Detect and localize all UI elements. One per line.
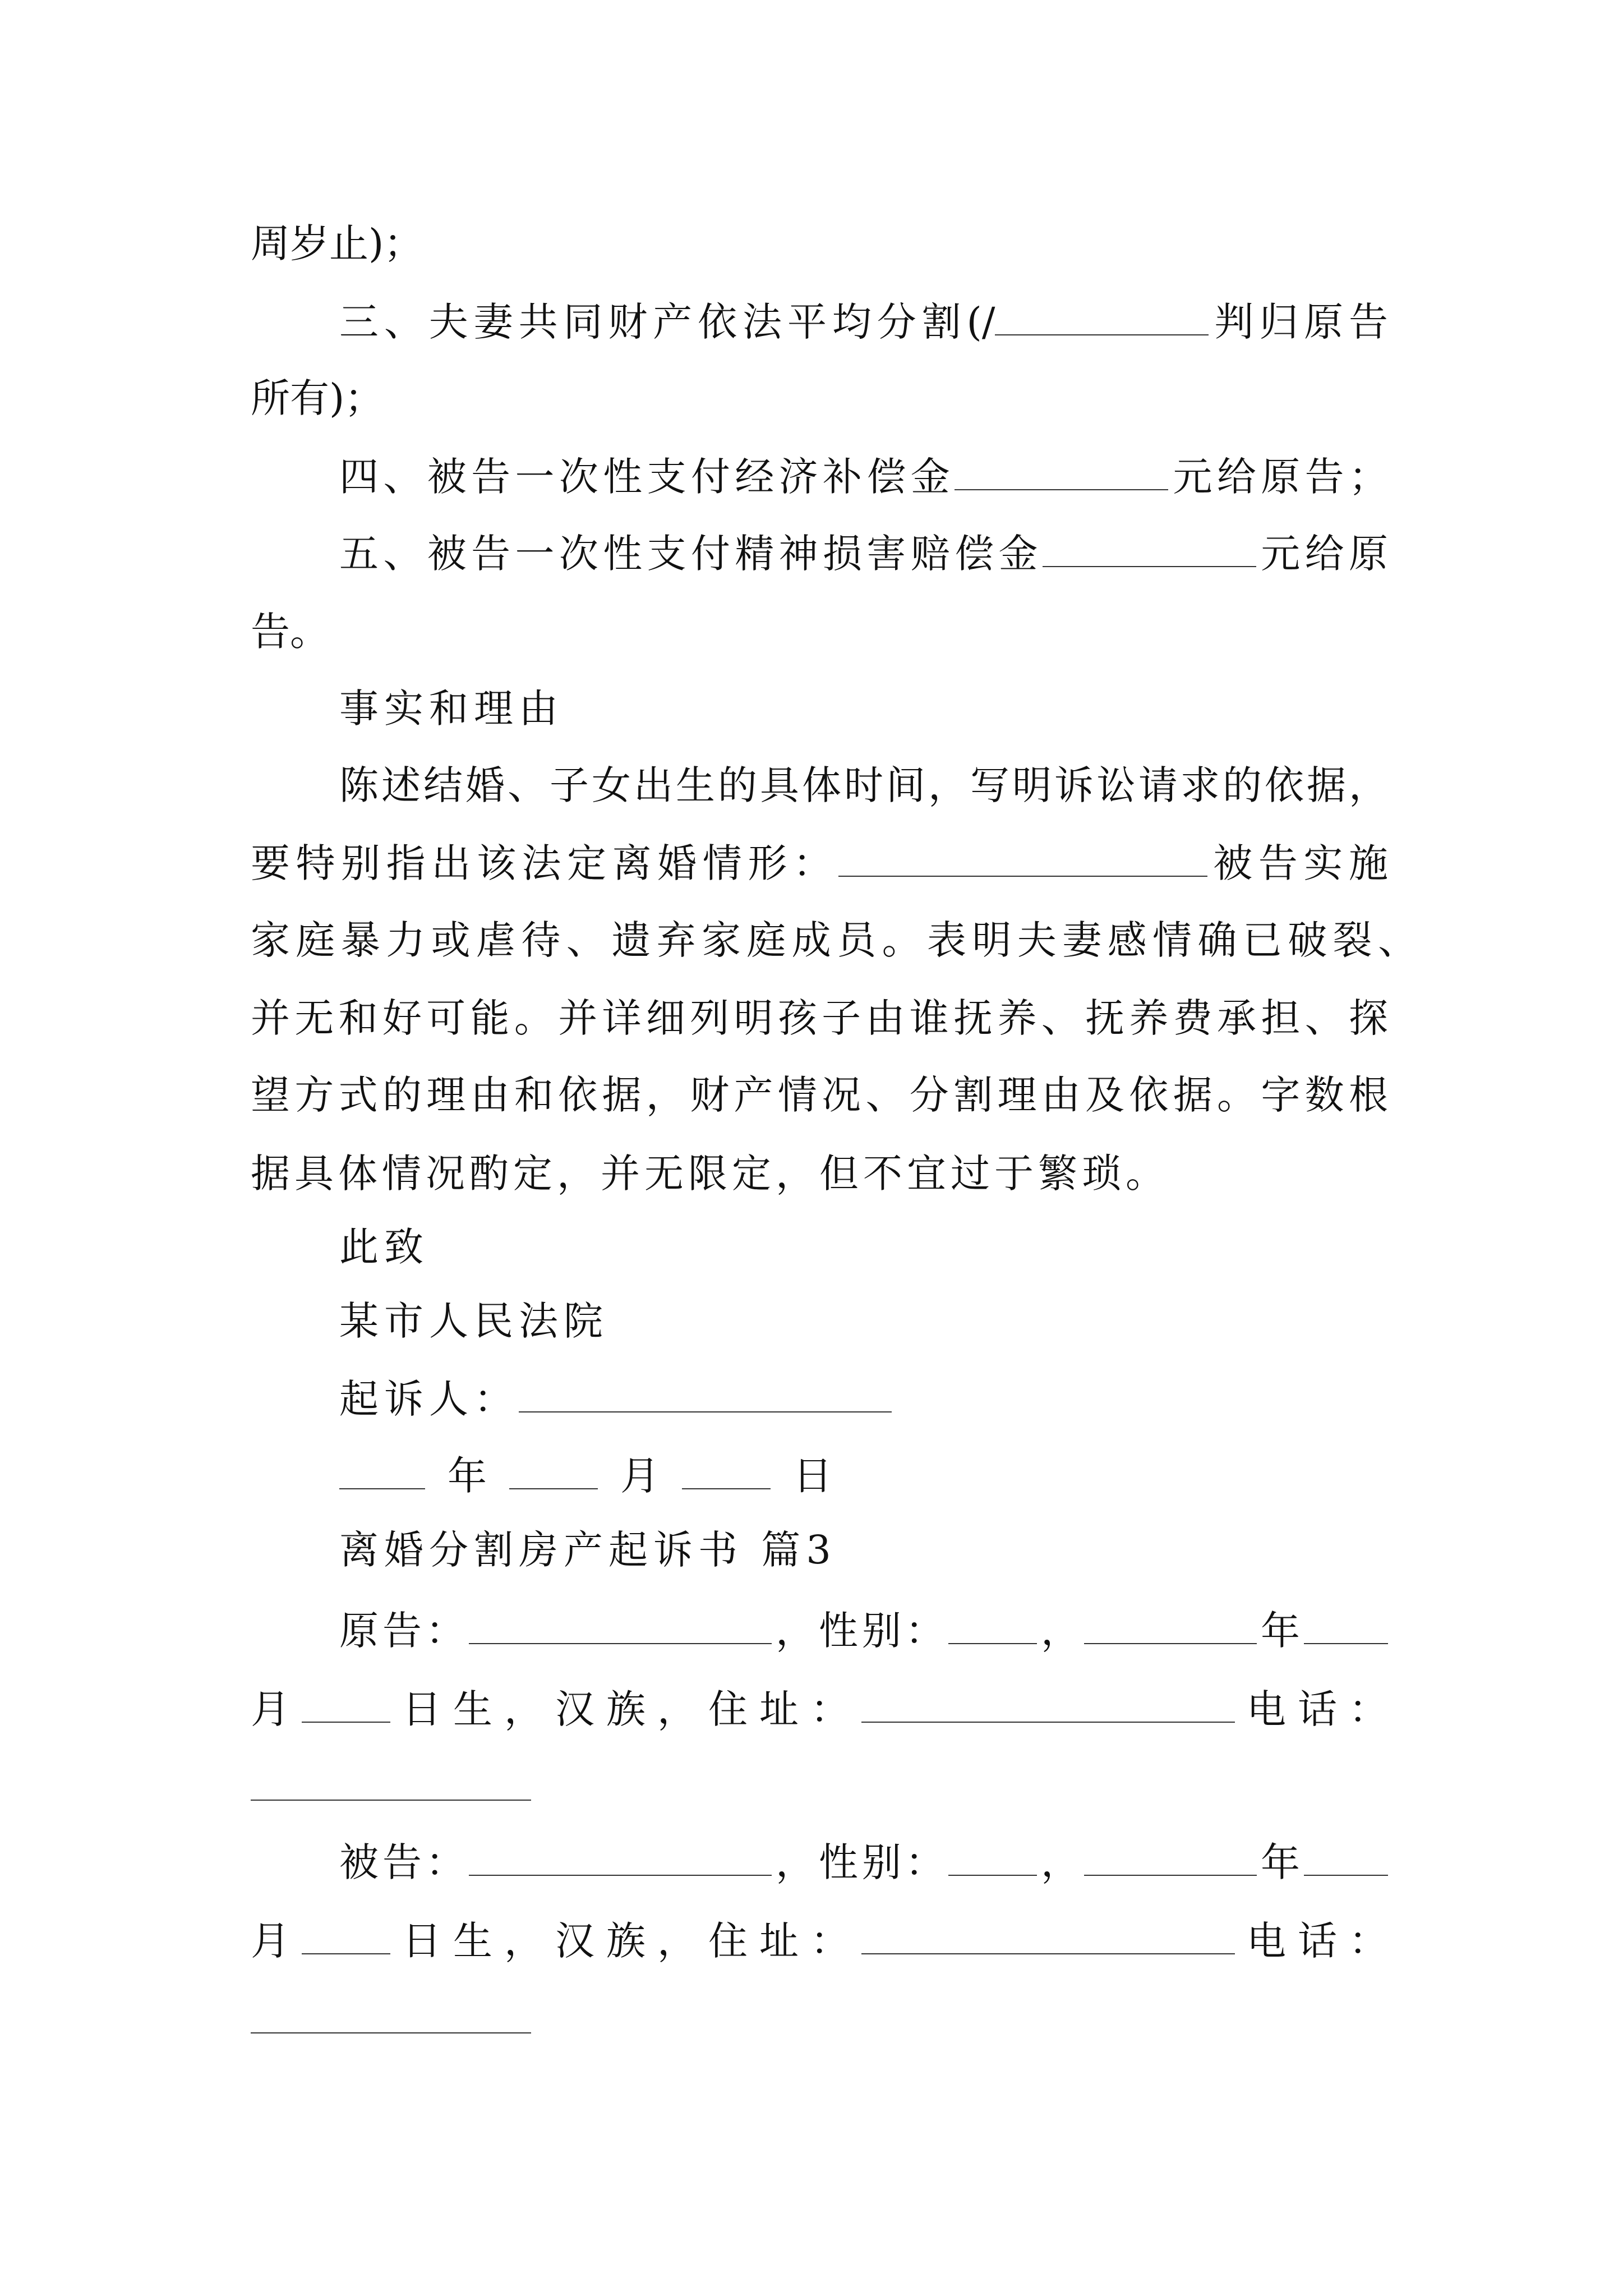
address-blank bbox=[861, 1920, 1235, 1954]
blank-field bbox=[995, 301, 1209, 335]
text: 三、夫妻共同财产依法平均分割(/ bbox=[339, 299, 995, 345]
plaintiff-signature bbox=[339, 1374, 1388, 1424]
day-blank bbox=[302, 1920, 390, 1954]
text: ，性别： bbox=[772, 1839, 948, 1885]
text: 某市人民法院 bbox=[339, 1298, 608, 1344]
name-blank bbox=[469, 1841, 772, 1876]
blank-field bbox=[339, 1455, 425, 1489]
phone-blank bbox=[251, 2032, 531, 2033]
claim-5 bbox=[339, 528, 1388, 579]
text: 起诉人： bbox=[339, 1376, 519, 1422]
salutation bbox=[339, 1222, 1388, 1272]
section-title bbox=[339, 1525, 1388, 1575]
text: 月 bbox=[251, 1918, 302, 1964]
claim-4 bbox=[339, 452, 1388, 502]
blank-field bbox=[955, 455, 1168, 490]
defendant-line-1 bbox=[339, 1837, 1388, 1888]
text: 日 bbox=[793, 1453, 832, 1499]
text: 此致 bbox=[339, 1224, 429, 1270]
plaintiff-line-1 bbox=[339, 1605, 1388, 1656]
text: 月 bbox=[620, 1453, 660, 1499]
month-blank bbox=[1304, 1841, 1388, 1876]
day-blank bbox=[302, 1688, 390, 1723]
month-blank bbox=[1304, 1609, 1388, 1644]
blank-field bbox=[682, 1455, 771, 1489]
defendant-line-2 bbox=[251, 1916, 1388, 1966]
text: 年 bbox=[448, 1453, 487, 1499]
plaintiff-line-2 bbox=[251, 1684, 1388, 1734]
facts-heading: 事实和理由 bbox=[339, 685, 564, 731]
text: 要特别指出该法定离婚情形： bbox=[251, 840, 838, 886]
gender-blank bbox=[948, 1609, 1037, 1644]
text-line bbox=[251, 606, 1388, 657]
text: 所有)； bbox=[251, 375, 384, 421]
text-line bbox=[251, 993, 1388, 1043]
text: 被告： bbox=[339, 1839, 469, 1885]
text: 家庭暴力或虐待、遗弃家庭成员。表明夫妻感情确已破裂、 bbox=[251, 917, 1417, 963]
gender-blank bbox=[948, 1841, 1037, 1876]
text: 离婚分割房产起诉书 篇3 bbox=[339, 1527, 837, 1573]
text: 元给原 bbox=[1256, 531, 1389, 577]
text: 月 bbox=[251, 1686, 302, 1732]
text: ， bbox=[1037, 1839, 1084, 1885]
text: 电话： bbox=[1235, 1686, 1388, 1732]
text: 日生，汉族，住址： bbox=[390, 1686, 861, 1732]
court-name bbox=[339, 1296, 1388, 1346]
blank-field bbox=[838, 842, 1207, 877]
text: 原告： bbox=[339, 1608, 469, 1654]
text: 五、被告一次性支付精神损害赔偿金 bbox=[339, 531, 1043, 577]
text: 据具体情况酌定，并无限定，但不宜过于繁琐。 bbox=[251, 1151, 1169, 1197]
claim-3 bbox=[339, 297, 1388, 347]
text: 周岁止)； bbox=[251, 220, 423, 266]
text: ，性别： bbox=[772, 1608, 948, 1654]
text-line bbox=[251, 1070, 1388, 1120]
blank-field bbox=[519, 1378, 892, 1412]
text: 日生，汉族，住址： bbox=[390, 1918, 861, 1964]
text-line bbox=[339, 760, 1388, 811]
text: 望方式的理由和依据，财产情况、分割理由及依据。字数根 bbox=[251, 1072, 1388, 1118]
section-heading bbox=[339, 683, 1388, 734]
address-blank bbox=[861, 1688, 1235, 1723]
blank-field bbox=[1043, 532, 1256, 567]
text: 被告实施 bbox=[1207, 840, 1389, 886]
text: 告。 bbox=[251, 609, 329, 655]
text: 年 bbox=[1257, 1839, 1304, 1885]
blank-field bbox=[509, 1455, 598, 1489]
text: 电话： bbox=[1235, 1918, 1388, 1964]
text: ， bbox=[1037, 1608, 1084, 1654]
text: 四、被告一次性支付经济补偿金 bbox=[339, 454, 955, 500]
name-blank bbox=[469, 1609, 772, 1644]
text: 元给原告； bbox=[1168, 454, 1389, 500]
date-line bbox=[339, 1451, 1388, 1501]
text: 年 bbox=[1257, 1608, 1304, 1654]
text-line bbox=[251, 1148, 1388, 1199]
text: 陈述结婚、子女出生的具体时间，写明诉讼请求的依据， bbox=[339, 762, 1388, 808]
text-line bbox=[251, 373, 1388, 424]
year-blank bbox=[1084, 1841, 1257, 1876]
year-blank bbox=[1084, 1609, 1257, 1644]
text: 判归原告 bbox=[1209, 299, 1388, 345]
text-line bbox=[251, 218, 1388, 269]
text-line bbox=[251, 838, 1388, 889]
phone-blank bbox=[251, 1800, 531, 1801]
text-line bbox=[251, 915, 1417, 965]
text: 并无和好可能。并详细列明孩子由谁抚养、抚养费承担、探 bbox=[251, 995, 1388, 1041]
